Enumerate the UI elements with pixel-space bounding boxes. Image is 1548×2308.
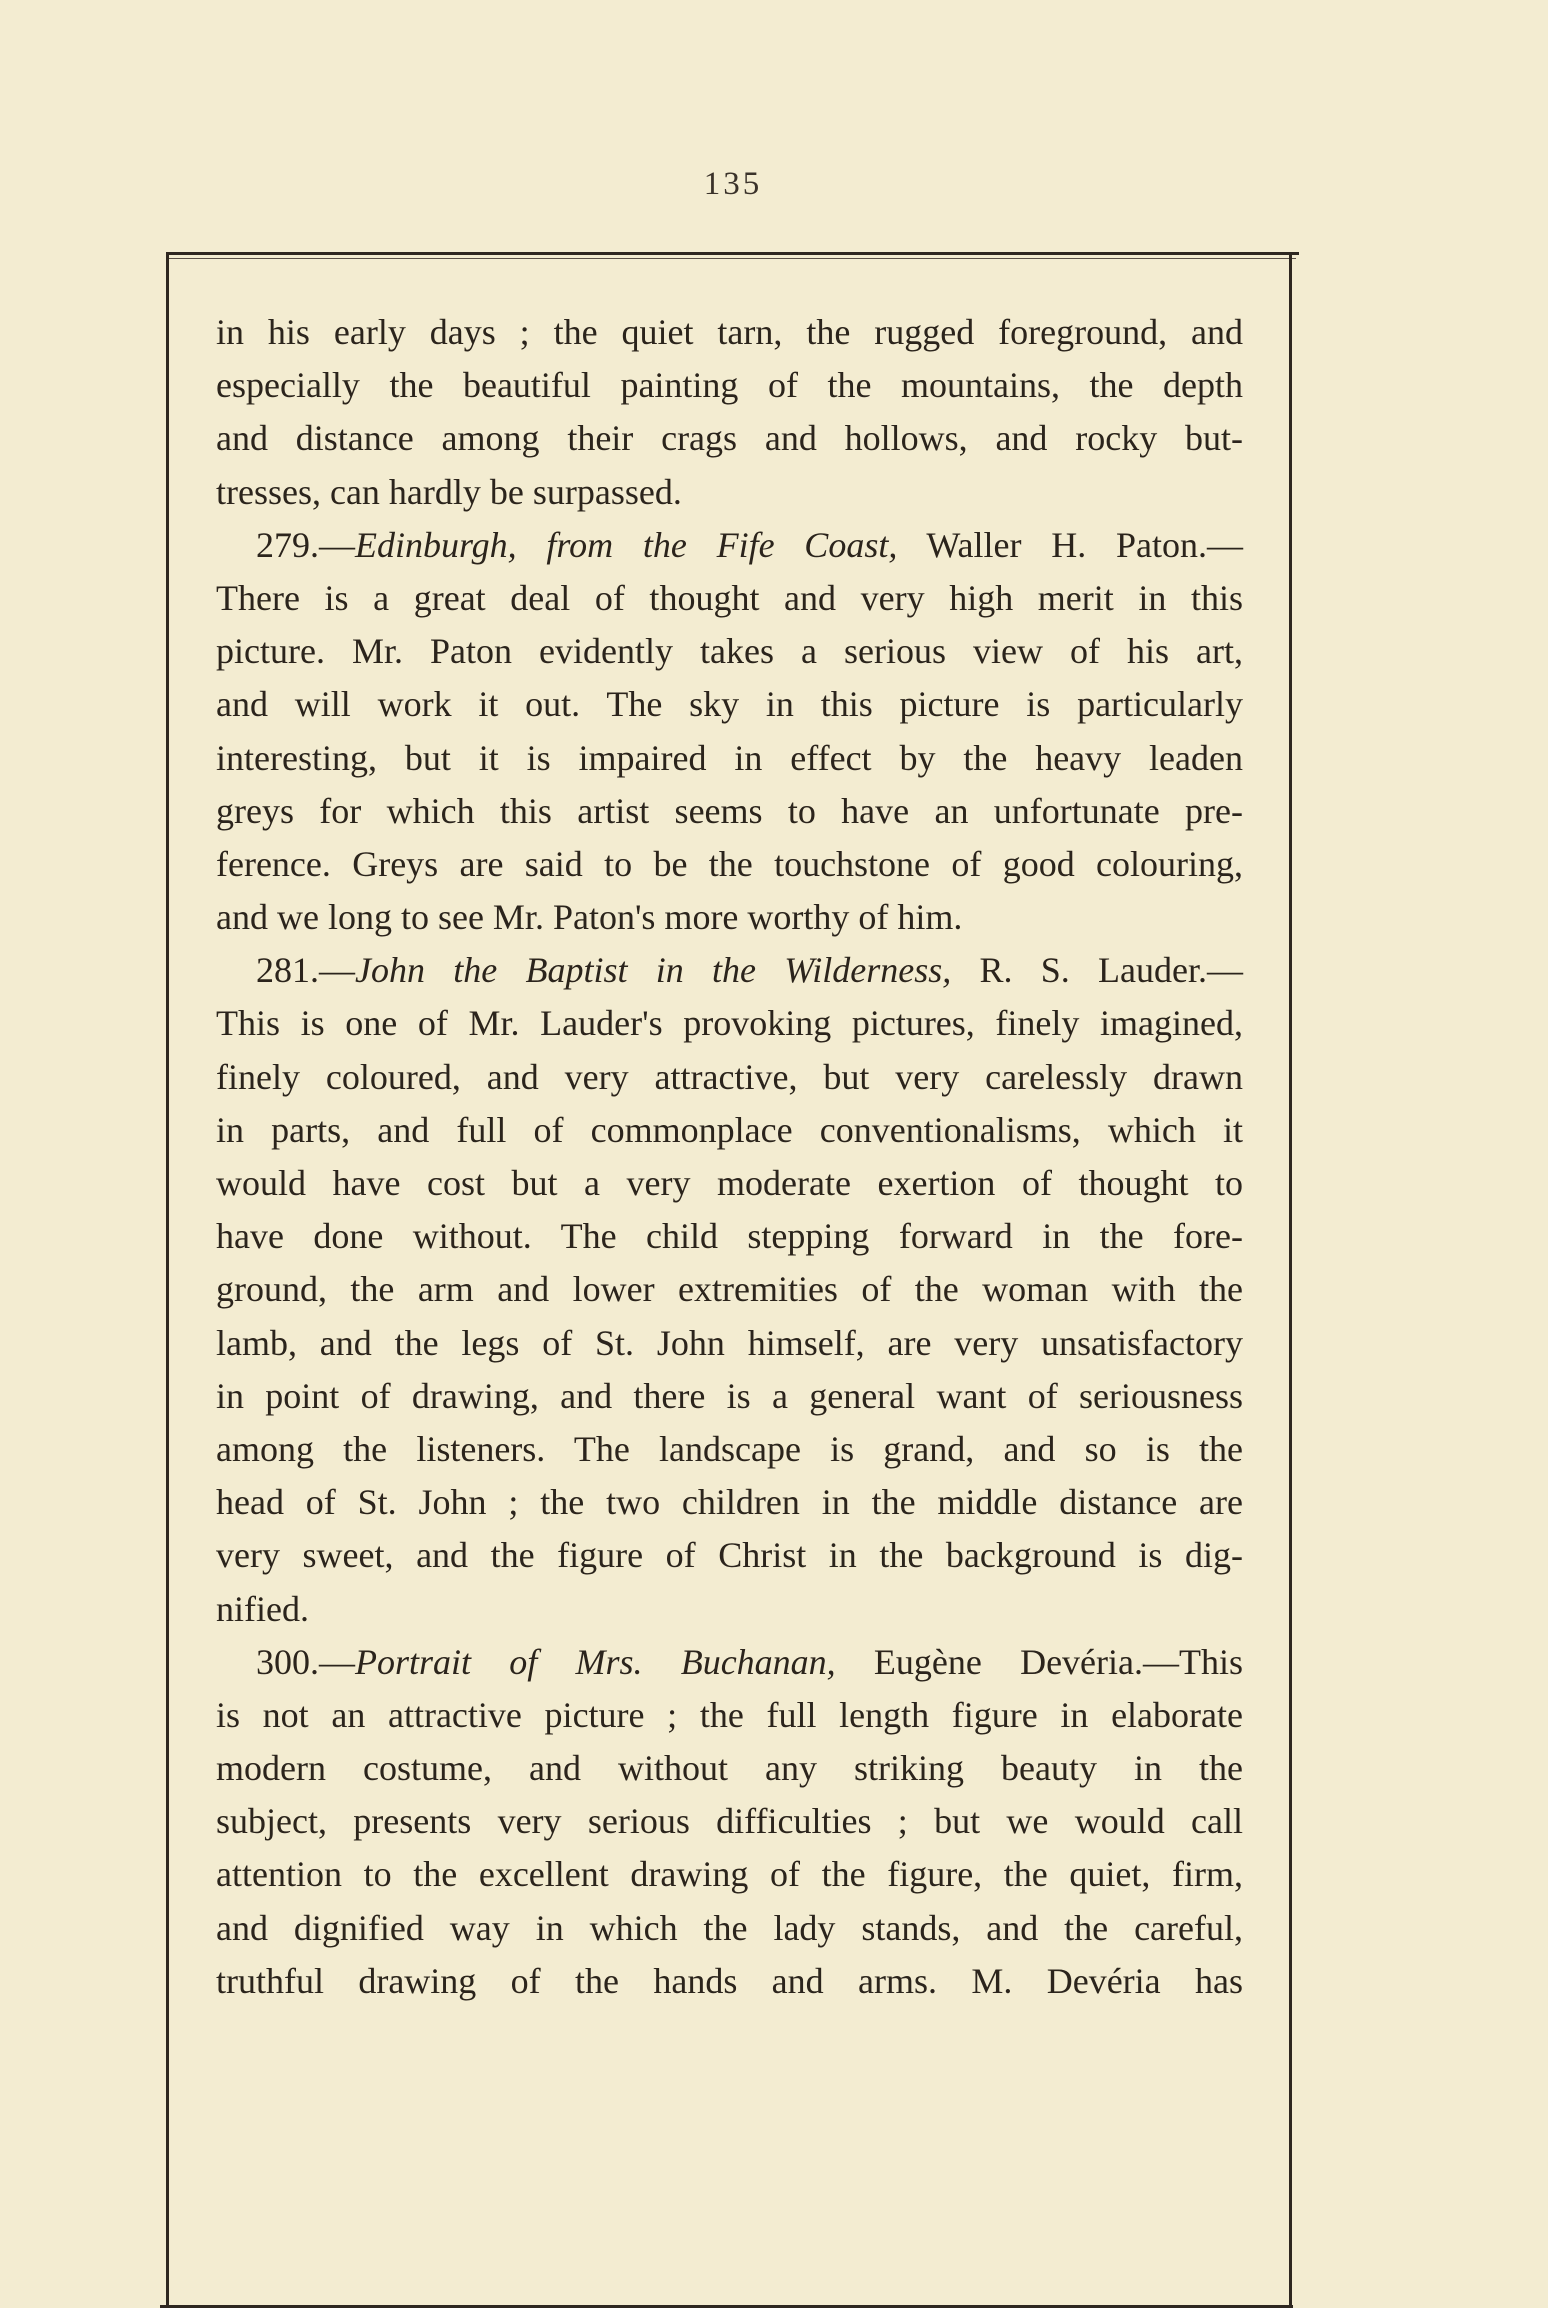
- text-line: [216, 1583, 1243, 1636]
- text-line: [216, 625, 1243, 678]
- frame-top-rule-inner: [166, 258, 1296, 259]
- text-line: [216, 838, 1243, 891]
- text-line: [216, 1848, 1243, 1901]
- text-line: [216, 1104, 1243, 1157]
- text-segment: and distance among their crags and hollows, and rocky but-: [216, 418, 1243, 459]
- body-text: [216, 306, 1243, 2008]
- text-segment: in point of drawing, and there is a general want of seriousness: [216, 1375, 1243, 1416]
- text-segment: finely coloured, and very attractive, but very carelessly drawn: [216, 1056, 1243, 1097]
- italic-title: John the Baptist in the Wilderness,: [355, 950, 952, 991]
- text-segment: attention to the excellent drawing of the figure, the quiet, firm,: [216, 1854, 1243, 1895]
- text-line: [216, 732, 1243, 785]
- text-segment: and dignified way in which the lady stands, and the careful,: [216, 1907, 1243, 1948]
- frame-right-rule: [1289, 252, 1292, 2308]
- text-segment: head of St. John ; the two children in the middle distance are: [216, 1482, 1243, 1523]
- text-segment: There is a great deal of thought and very high merit in this: [216, 577, 1243, 618]
- text-line: [216, 1317, 1243, 1370]
- text-segment: picture. Mr. Paton evidently takes a serious view of his art,: [216, 631, 1243, 672]
- text-line: [216, 997, 1243, 1050]
- text-segment: 281.—: [256, 950, 355, 991]
- text-segment: 279.—: [256, 524, 355, 565]
- text-segment: tresses, can hardly be surpassed.: [216, 471, 682, 512]
- text-line: [216, 1210, 1243, 1263]
- text-line: [216, 1476, 1243, 1529]
- text-segment: interesting, but it is impaired in effect by the heavy leaden: [216, 737, 1243, 778]
- text-segment: This is one of Mr. Lauder's provoking pictures, finely imagined,: [216, 1003, 1243, 1044]
- text-segment: would have cost but a very moderate exertion of thought to: [216, 1163, 1243, 1203]
- text-segment: R. S. Lauder.—: [951, 950, 1243, 991]
- text-segment: subject, presents very serious difficulties ; but we would call: [216, 1801, 1243, 1842]
- text-line: [216, 1902, 1243, 1955]
- text-line: [216, 572, 1243, 625]
- text-line: [216, 519, 1243, 572]
- page-number: 135: [703, 166, 763, 202]
- text-segment: 300.—: [256, 1641, 355, 1682]
- text-segment: Waller H. Paton.—: [897, 524, 1243, 565]
- text-segment: and we long to see Mr. Paton's more worthy of him.: [216, 897, 963, 938]
- text-segment: modern costume, and without any striking beauty in the: [216, 1748, 1243, 1789]
- text-line: [216, 1955, 1243, 2008]
- text-segment: very sweet, and the figure of Christ in the background is dig-: [216, 1535, 1243, 1576]
- text-line: [216, 1157, 1243, 1210]
- text-line: [216, 1529, 1243, 1582]
- text-line: [216, 1370, 1243, 1423]
- text-line: [216, 1689, 1243, 1742]
- frame-top-rule: [166, 252, 1299, 255]
- text-line: [216, 1263, 1243, 1316]
- text-line: [216, 359, 1243, 412]
- text-line: [216, 1742, 1243, 1795]
- text-segment: among the listeners. The landscape is grand, and so is the: [216, 1428, 1243, 1469]
- italic-title: Edinburgh, from the Fife Coast,: [355, 524, 898, 565]
- text-segment: and will work it out. The sky in this picture is particularly: [216, 684, 1243, 725]
- text-segment: in his early days ; the quiet tarn, the rugged foreground, and: [216, 312, 1243, 352]
- text-segment: is not an attractive picture ; the full length figure in elaborate: [216, 1694, 1243, 1735]
- text-line: [216, 412, 1243, 465]
- text-segment: nified.: [216, 1588, 309, 1629]
- text-line: [216, 678, 1243, 731]
- frame-left-rule: [166, 252, 169, 2308]
- text-segment: greys for which this artist seems to have an unfortunate pre-: [216, 790, 1243, 831]
- text-segment: especially the beautiful painting of the mountains, the depth: [216, 365, 1243, 406]
- text-line: [216, 306, 1243, 359]
- text-segment: have done without. The child stepping forward in the fore-: [216, 1216, 1243, 1257]
- text-line: [216, 785, 1243, 838]
- text-line: [216, 466, 1243, 519]
- text-line: [216, 944, 1243, 997]
- italic-title: Portrait of Mrs. Buchanan,: [355, 1641, 836, 1682]
- text-segment: ference. Greys are said to be the touchstone of good colouring,: [216, 843, 1243, 884]
- text-segment: truthful drawing of the hands and arms. M. Devéria has: [216, 1960, 1243, 2001]
- text-segment: Eugène Devéria.—This: [835, 1641, 1243, 1682]
- text-segment: lamb, and the legs of St. John himself, are very unsatisfactory: [216, 1322, 1243, 1363]
- text-line: [216, 1636, 1243, 1689]
- text-line: [216, 1051, 1243, 1104]
- text-line: [216, 891, 1243, 944]
- text-line: [216, 1423, 1243, 1476]
- text-segment: ground, the arm and lower extremities of the woman with the: [216, 1269, 1243, 1310]
- text-line: [216, 1795, 1243, 1848]
- text-segment: in parts, and full of commonplace conventionalisms, which it: [216, 1109, 1243, 1150]
